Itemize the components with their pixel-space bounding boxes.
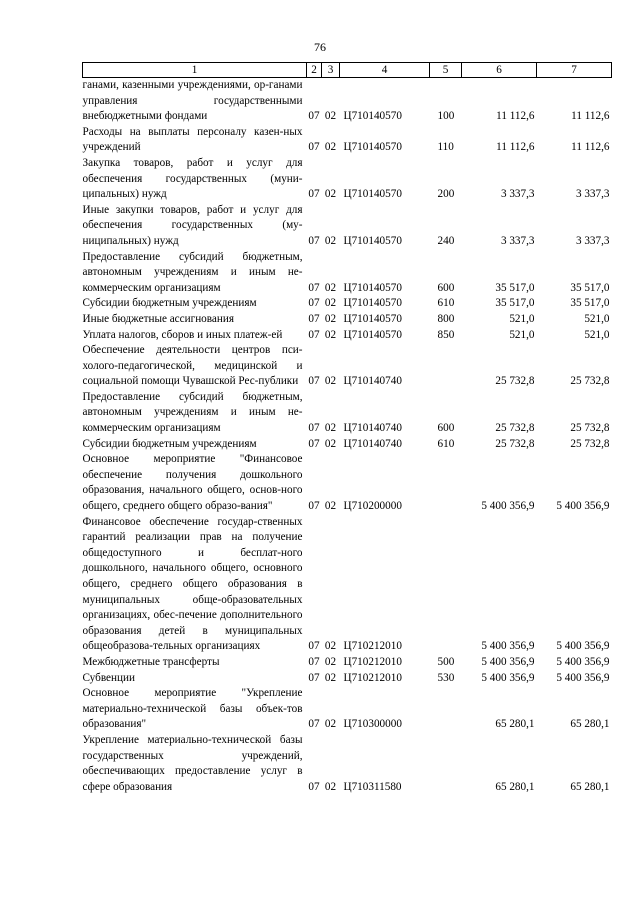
amount-year-1: 5 400 356,9: [481, 640, 535, 653]
table-row: [83, 733, 612, 795]
row-name: Субсидии бюджетным учреждениям: [82, 437, 257, 450]
target-article-code: Ц710140570: [343, 297, 402, 310]
table-row: [83, 437, 612, 453]
expense-type-code: 850: [437, 328, 455, 341]
subsection-code: 02: [324, 297, 337, 310]
amount-year-1: 65 280,1: [495, 780, 535, 793]
budget-table: [82, 62, 612, 795]
amount-year-2: 3 337,3: [575, 188, 610, 201]
amount-year-2: 11 112,6: [571, 141, 610, 154]
target-article-code: Ц710140570: [343, 281, 402, 294]
table-row: [83, 156, 612, 203]
section-code: 07: [308, 640, 320, 653]
section-code: 07: [308, 188, 320, 201]
section-code: 07: [308, 281, 320, 294]
subsection-code: 02: [324, 422, 337, 435]
budget-table-container: [82, 62, 611, 795]
section-code: 07: [308, 312, 320, 325]
amount-year-2: 65 280,1: [570, 780, 610, 793]
target-article-code: Ц710300000: [343, 718, 402, 731]
amount-year-2: 521,0: [584, 312, 610, 325]
table-row: [83, 312, 612, 328]
header-col-5: 5: [430, 63, 462, 78]
amount-year-2: 5 400 356,9: [556, 640, 610, 653]
section-code: 07: [308, 500, 320, 513]
row-name: Обеспечение деятельности центров пси-холого-педагогической, медицинской и социальной помощи Чувашской Рес-публики: [82, 344, 303, 388]
expense-type-code: 100: [437, 110, 455, 123]
target-article-code: Ц710140570: [343, 141, 402, 154]
row-name: Предоставление субсидий бюджетным, автономным учреждениям и иным не-коммерческим организациям: [82, 390, 303, 435]
target-article-code: Ц710212010: [343, 655, 402, 668]
section-code: 07: [308, 375, 320, 388]
expense-type-code: [430, 343, 462, 390]
section-code: 07: [308, 328, 320, 341]
expense-type-code: [430, 452, 462, 514]
table-row: [83, 296, 612, 312]
amount-year-1: 11 112,6: [496, 110, 535, 123]
amount-year-2: 65 280,1: [570, 718, 610, 731]
section-code: 07: [308, 655, 320, 668]
amount-year-1: 3 337,3: [500, 188, 535, 201]
amount-year-1: 25 732,8: [495, 437, 535, 450]
expense-type-code: 600: [437, 281, 455, 294]
expense-type-code: 610: [437, 297, 455, 310]
section-code: 07: [308, 718, 320, 731]
amount-year-2: 521,0: [584, 328, 610, 341]
target-article-code: Ц710212010: [343, 671, 402, 684]
section-code: 07: [308, 422, 320, 435]
table-header-row: [83, 63, 612, 78]
row-name: Уплата налогов, сборов и иных платеж-ей: [82, 328, 283, 341]
header-col-4: 4: [340, 63, 430, 78]
target-article-code: Ц710140570: [343, 312, 402, 325]
page-number: 76: [314, 40, 326, 54]
target-article-code: Ц710140570: [343, 188, 402, 201]
table-row: [83, 328, 612, 344]
row-name: Предоставление субсидий бюджетным, автономным учреждениям и иным не-коммерческим организациям: [82, 250, 303, 294]
row-name: Субвенции: [82, 671, 135, 684]
subsection-code: 02: [324, 780, 337, 793]
table-row: [83, 515, 612, 655]
section-code: 07: [308, 234, 320, 247]
expense-type-code: 600: [437, 422, 455, 435]
table-row: [83, 686, 612, 733]
table-row: [83, 655, 612, 671]
subsection-code: 02: [324, 437, 337, 450]
subsection-code: 02: [324, 312, 337, 325]
expense-type-code: 610: [437, 437, 455, 450]
expense-type-code: [430, 515, 462, 655]
target-article-code: Ц710311580: [343, 780, 402, 793]
target-article-code: Ц710140740: [343, 437, 402, 450]
header-col-6: 6: [462, 63, 537, 78]
header-col-2: 2: [307, 63, 322, 78]
subsection-code: 02: [324, 188, 337, 201]
row-name: Основное мероприятие "Укрепление материально-технической базы объек-тов образования": [82, 687, 303, 731]
table-row: [83, 343, 612, 390]
target-article-code: Ц710200000: [343, 500, 402, 513]
expense-type-code: [430, 686, 462, 733]
target-article-code: Ц710140740: [343, 422, 402, 435]
expense-type-code: 500: [437, 655, 455, 668]
row-name: Межбюджетные трансферты: [82, 655, 220, 668]
amount-year-2: 25 732,8: [570, 375, 610, 388]
row-name: Субсидии бюджетным учреждениям: [82, 297, 257, 310]
amount-year-2: 3 337,3: [575, 234, 610, 247]
header-col-7: 7: [537, 63, 612, 78]
target-article-code: Ц710140740: [343, 375, 402, 388]
target-article-code: Ц710140570: [343, 328, 402, 341]
amount-year-2: 35 517,0: [570, 297, 610, 310]
row-name: Иные бюджетные ассигнования: [82, 312, 234, 325]
amount-year-1: 521,0: [509, 328, 535, 341]
table-body: [83, 78, 612, 796]
amount-year-1: 11 112,6: [496, 141, 535, 154]
expense-type-code: 530: [437, 671, 455, 684]
target-article-code: Ц710140570: [343, 110, 402, 123]
subsection-code: 02: [324, 281, 337, 294]
row-name: Финансовое обеспечение государ-ственных гарантий реализации прав на получение общедоступного и бесплат-ного дошкольного, начального общего, основного общего, среднего общего образования в муниципальных обще-образовательных организациях, обес-печение дополнительного образования детей в муниципальных общеобразова-тельных организациях: [82, 515, 303, 653]
amount-year-2: 25 732,8: [570, 437, 610, 450]
table-row: [83, 390, 612, 437]
row-name: Закупка товаров, работ и услуг для обеспечения государственных (муни-ципальных) нужд: [82, 156, 303, 201]
table-row: [83, 250, 612, 297]
amount-year-2: 35 517,0: [570, 281, 610, 294]
expense-type-code: [430, 733, 462, 795]
amount-year-1: 35 517,0: [495, 281, 535, 294]
amount-year-2: 5 400 356,9: [556, 671, 610, 684]
section-code: 07: [308, 671, 320, 684]
amount-year-2: 5 400 356,9: [556, 655, 610, 668]
table-row: [83, 125, 612, 156]
amount-year-1: 5 400 356,9: [481, 500, 535, 513]
section-code: 07: [308, 297, 320, 310]
section-code: 07: [308, 110, 320, 123]
amount-year-2: 11 112,6: [571, 110, 610, 123]
table-row: [83, 671, 612, 687]
amount-year-1: 5 400 356,9: [481, 655, 535, 668]
subsection-code: 02: [324, 141, 337, 154]
amount-year-1: 3 337,3: [500, 234, 535, 247]
amount-year-2: 25 732,8: [570, 422, 610, 435]
row-name: Основное мероприятие "Финансовое обеспечение получения дошкольного образования, начального общего, основ-ного общего, среднего общего образо-вания": [82, 453, 303, 513]
target-article-code: Ц710140570: [343, 234, 402, 247]
expense-type-code: 800: [437, 312, 455, 325]
subsection-code: 02: [324, 500, 337, 513]
subsection-code: 02: [324, 110, 337, 123]
amount-year-1: 65 280,1: [495, 718, 535, 731]
amount-year-2: 5 400 356,9: [556, 500, 610, 513]
expense-type-code: 200: [437, 188, 455, 201]
table-row: [83, 452, 612, 514]
amount-year-1: 25 732,8: [495, 422, 535, 435]
subsection-code: 02: [324, 640, 337, 653]
section-code: 07: [308, 780, 320, 793]
table-row: [83, 203, 612, 250]
section-code: 07: [308, 141, 320, 154]
row-name: ганами, казенными учреждениями, ор-ганами управления государственными внебюджетными фондами: [82, 79, 303, 123]
amount-year-1: 35 517,0: [495, 297, 535, 310]
target-article-code: Ц710212010: [343, 640, 402, 653]
expense-type-code: 240: [437, 234, 455, 247]
subsection-code: 02: [324, 671, 337, 684]
amount-year-1: 25 732,8: [495, 375, 535, 388]
header-col-1: 1: [83, 63, 307, 78]
expense-type-code: 110: [437, 141, 454, 154]
table-row: [83, 78, 612, 125]
row-name: Расходы на выплаты персоналу казен-ных учреждений: [82, 125, 303, 154]
row-name: Иные закупки товаров, работ и услуг для обеспечения государственных (му-ниципальных) нужд: [82, 203, 303, 247]
subsection-code: 02: [324, 655, 337, 668]
amount-year-1: 5 400 356,9: [481, 671, 535, 684]
amount-year-1: 521,0: [509, 312, 535, 325]
subsection-code: 02: [324, 718, 337, 731]
subsection-code: 02: [324, 375, 337, 388]
row-name: Укрепление материально-технической базы государственных учреждений, обеспечивающих предоставление услуг в сфере образования: [82, 733, 303, 793]
subsection-code: 02: [324, 234, 337, 247]
header-col-3: 3: [322, 63, 340, 78]
section-code: 07: [308, 437, 320, 450]
subsection-code: 02: [324, 328, 337, 341]
